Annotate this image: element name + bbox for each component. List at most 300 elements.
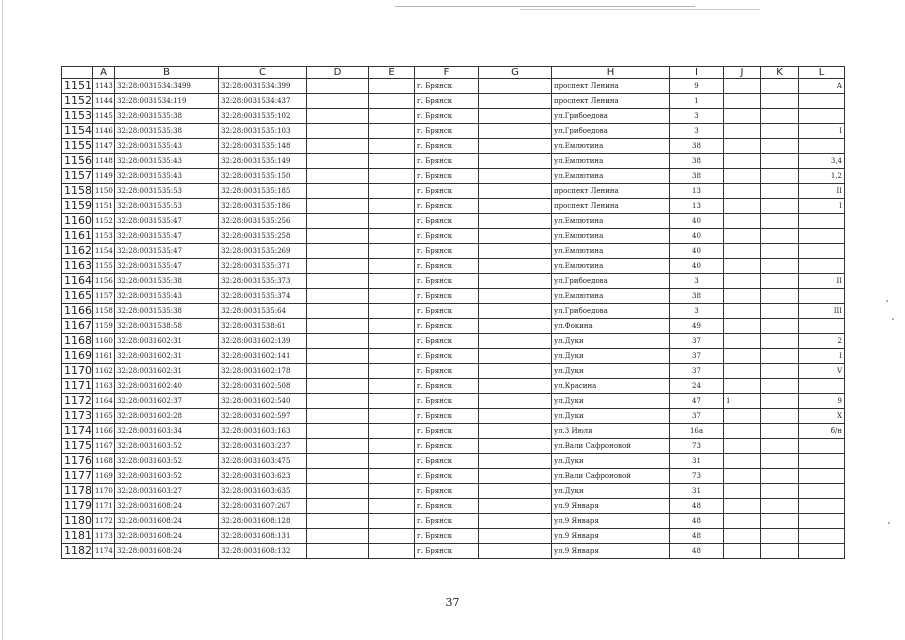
- cell-b: 32:28:0031603:52: [115, 439, 219, 454]
- cell-h: ул.Вали Сафроновой: [552, 439, 670, 454]
- cell-d: [307, 409, 369, 424]
- cell-d: [307, 244, 369, 259]
- row-number: 1155: [62, 139, 93, 154]
- cell-d: [307, 154, 369, 169]
- cell-a: 1144: [93, 94, 115, 109]
- cell-l: V: [799, 364, 845, 379]
- row-number: 1163: [62, 259, 93, 274]
- cell-f: г. Брянск: [415, 184, 479, 199]
- cell-k: [761, 469, 799, 484]
- scan-artifact-line: [395, 6, 695, 7]
- cell-e: [369, 94, 415, 109]
- table-row: [62, 319, 845, 334]
- table-row: [62, 199, 845, 214]
- cell-f: г. Брянск: [415, 484, 479, 499]
- cell-j: [724, 424, 761, 439]
- cell-b: 32:28:0031535:47: [115, 259, 219, 274]
- cell-h: ул.Емлютина: [552, 139, 670, 154]
- cell-i: 73: [670, 439, 724, 454]
- cell-e: [369, 199, 415, 214]
- cell-e: [369, 514, 415, 529]
- cell-l: III: [799, 304, 845, 319]
- cell-h: ул.Дуки: [552, 364, 670, 379]
- cell-d: [307, 379, 369, 394]
- cell-i: 48: [670, 529, 724, 544]
- cell-a: 1156: [93, 274, 115, 289]
- cell-b: 32:28:0031603:34: [115, 424, 219, 439]
- cell-a: 1151: [93, 199, 115, 214]
- cell-f: г. Брянск: [415, 544, 479, 559]
- cell-k: [761, 394, 799, 409]
- row-number: 1172: [62, 394, 93, 409]
- cell-b: 32:28:0031535:43: [115, 289, 219, 304]
- table-row: [62, 229, 845, 244]
- cell-a: 1166: [93, 424, 115, 439]
- table-row: [62, 79, 845, 94]
- cell-h: проспект Ленина: [552, 184, 670, 199]
- column-header: I: [670, 67, 724, 79]
- cell-i: 37: [670, 349, 724, 364]
- cell-c: 32:28:0031535:103: [219, 124, 307, 139]
- cell-f: г. Брянск: [415, 94, 479, 109]
- cell-d: [307, 304, 369, 319]
- table-row: [62, 349, 845, 364]
- cell-c: 32:28:0031535:256: [219, 214, 307, 229]
- cell-l: II: [799, 274, 845, 289]
- cell-l: [799, 319, 845, 334]
- cell-g: [479, 364, 552, 379]
- scan-speck: [888, 522, 890, 524]
- cell-k: [761, 169, 799, 184]
- cell-h: проспект Ленина: [552, 94, 670, 109]
- column-header: E: [369, 67, 415, 79]
- cell-f: г. Брянск: [415, 229, 479, 244]
- cell-d: [307, 424, 369, 439]
- cell-b: 32:28:0031603:52: [115, 454, 219, 469]
- row-number: 1180: [62, 514, 93, 529]
- cell-g: [479, 349, 552, 364]
- cell-k: [761, 439, 799, 454]
- cell-k: [761, 244, 799, 259]
- cell-l: [799, 94, 845, 109]
- cell-d: [307, 394, 369, 409]
- cell-c: 32:28:0031602:139: [219, 334, 307, 349]
- row-number: 1174: [62, 424, 93, 439]
- cell-l: [799, 244, 845, 259]
- row-number: 1169: [62, 349, 93, 364]
- cell-l: [799, 454, 845, 469]
- cell-i: 37: [670, 364, 724, 379]
- cell-g: [479, 289, 552, 304]
- cell-a: 1147: [93, 139, 115, 154]
- column-header: B: [115, 67, 219, 79]
- column-header: K: [761, 67, 799, 79]
- cell-e: [369, 529, 415, 544]
- cell-l: [799, 484, 845, 499]
- table-row: [62, 94, 845, 109]
- cell-l: I: [799, 349, 845, 364]
- cell-a: 1159: [93, 319, 115, 334]
- cell-a: 1149: [93, 169, 115, 184]
- cell-g: [479, 169, 552, 184]
- cell-l: [799, 289, 845, 304]
- cell-h: ул.9 Января: [552, 529, 670, 544]
- cell-g: [479, 214, 552, 229]
- cell-c: 32:28:0031602:508: [219, 379, 307, 394]
- cell-e: [369, 79, 415, 94]
- cell-d: [307, 289, 369, 304]
- row-number: 1160: [62, 214, 93, 229]
- cell-d: [307, 319, 369, 334]
- scan-artifact-line: [520, 9, 760, 10]
- table-row: [62, 154, 845, 169]
- cell-a: 1173: [93, 529, 115, 544]
- cell-c: 32:28:0031603:635: [219, 484, 307, 499]
- cell-c: 32:28:0031535:148: [219, 139, 307, 154]
- cell-a: 1169: [93, 469, 115, 484]
- cell-c: 32:28:0031535:269: [219, 244, 307, 259]
- cell-f: г. Брянск: [415, 154, 479, 169]
- cell-b: 32:28:0031535:43: [115, 139, 219, 154]
- cell-l: [799, 529, 845, 544]
- corner-cell: [62, 67, 93, 79]
- cell-a: 1162: [93, 364, 115, 379]
- cell-c: 32:28:0031535:102: [219, 109, 307, 124]
- cell-d: [307, 259, 369, 274]
- cell-d: [307, 109, 369, 124]
- cell-k: [761, 289, 799, 304]
- cell-h: ул.Грибоедова: [552, 109, 670, 124]
- cell-g: [479, 259, 552, 274]
- cell-j: [724, 229, 761, 244]
- cell-e: [369, 109, 415, 124]
- cell-c: 32:28:0031602:597: [219, 409, 307, 424]
- cell-l: II: [799, 184, 845, 199]
- cell-e: [369, 364, 415, 379]
- cell-e: [369, 124, 415, 139]
- cell-e: [369, 469, 415, 484]
- cell-g: [479, 124, 552, 139]
- column-header: J: [724, 67, 761, 79]
- cell-i: 38: [670, 169, 724, 184]
- cell-l: 2: [799, 334, 845, 349]
- cell-j: [724, 184, 761, 199]
- cell-a: 1174: [93, 544, 115, 559]
- cell-f: г. Брянск: [415, 334, 479, 349]
- cell-g: [479, 334, 552, 349]
- cell-l: [799, 259, 845, 274]
- cell-b: 32:28:0031602:31: [115, 364, 219, 379]
- cell-h: ул.Вали Сафроновой: [552, 469, 670, 484]
- column-header: D: [307, 67, 369, 79]
- row-number: 1173: [62, 409, 93, 424]
- cell-k: [761, 94, 799, 109]
- cell-b: 32:28:0031535:38: [115, 109, 219, 124]
- cell-j: [724, 379, 761, 394]
- cell-f: г. Брянск: [415, 79, 479, 94]
- table-row: [62, 454, 845, 469]
- row-number: 1179: [62, 499, 93, 514]
- cell-d: [307, 544, 369, 559]
- table-row: [62, 379, 845, 394]
- cell-h: ул.Дуки: [552, 394, 670, 409]
- cell-e: [369, 244, 415, 259]
- cell-k: [761, 229, 799, 244]
- cell-h: проспект Ленина: [552, 199, 670, 214]
- cell-j: [724, 499, 761, 514]
- table-row: [62, 139, 845, 154]
- table-row: [62, 169, 845, 184]
- cell-k: [761, 319, 799, 334]
- cell-c: 32:28:0031534:399: [219, 79, 307, 94]
- cell-e: [369, 214, 415, 229]
- cell-l: А: [799, 79, 845, 94]
- cell-l: [799, 544, 845, 559]
- column-header: C: [219, 67, 307, 79]
- row-number: 1178: [62, 484, 93, 499]
- cell-e: [369, 319, 415, 334]
- cell-k: [761, 409, 799, 424]
- cell-g: [479, 229, 552, 244]
- cell-f: г. Брянск: [415, 289, 479, 304]
- cell-b: 32:28:0031602:40: [115, 379, 219, 394]
- cell-a: 1160: [93, 334, 115, 349]
- cell-d: [307, 169, 369, 184]
- cell-c: 32:28:0031535:258: [219, 229, 307, 244]
- cell-f: г. Брянск: [415, 274, 479, 289]
- cell-i: 31: [670, 484, 724, 499]
- cell-g: [479, 499, 552, 514]
- cell-h: ул.Дуки: [552, 334, 670, 349]
- cell-g: [479, 274, 552, 289]
- cell-k: [761, 184, 799, 199]
- cell-b: 32:28:0031535:47: [115, 229, 219, 244]
- cell-e: [369, 394, 415, 409]
- table-row: [62, 439, 845, 454]
- cell-f: г. Брянск: [415, 379, 479, 394]
- cell-l: б/н: [799, 424, 845, 439]
- cell-d: [307, 199, 369, 214]
- cell-h: ул.9 Января: [552, 499, 670, 514]
- row-number: 1181: [62, 529, 93, 544]
- cell-g: [479, 199, 552, 214]
- cell-b: 32:28:0031535:38: [115, 274, 219, 289]
- row-number: 1152: [62, 94, 93, 109]
- cell-g: [479, 184, 552, 199]
- cell-e: [369, 349, 415, 364]
- cell-b: 32:28:0031602:31: [115, 349, 219, 364]
- cell-h: ул.Дуки: [552, 409, 670, 424]
- cell-f: г. Брянск: [415, 409, 479, 424]
- scan-speck: [886, 300, 888, 302]
- cell-e: [369, 139, 415, 154]
- cell-f: г. Брянск: [415, 169, 479, 184]
- cell-i: 9: [670, 79, 724, 94]
- table-row: [62, 214, 845, 229]
- row-number: 1161: [62, 229, 93, 244]
- cell-a: 1163: [93, 379, 115, 394]
- cell-c: 32:28:0031535:374: [219, 289, 307, 304]
- cell-j: [724, 124, 761, 139]
- cell-g: [479, 319, 552, 334]
- cell-f: г. Брянск: [415, 319, 479, 334]
- cell-h: ул.Дуки: [552, 349, 670, 364]
- cell-j: [724, 409, 761, 424]
- cell-j: [724, 259, 761, 274]
- cell-f: г. Брянск: [415, 364, 479, 379]
- cell-h: ул.9 Января: [552, 544, 670, 559]
- cell-g: [479, 244, 552, 259]
- cell-h: ул.Емлютина: [552, 229, 670, 244]
- cell-h: ул.Красина: [552, 379, 670, 394]
- cell-g: [479, 469, 552, 484]
- cell-i: 13: [670, 184, 724, 199]
- cell-k: [761, 499, 799, 514]
- cell-c: 32:28:0031602:178: [219, 364, 307, 379]
- cell-j: [724, 469, 761, 484]
- cell-b: 32:28:0031534:3499: [115, 79, 219, 94]
- cell-c: 32:28:0031608:128: [219, 514, 307, 529]
- cell-h: ул.Грибоедова: [552, 304, 670, 319]
- cell-k: [761, 424, 799, 439]
- cell-d: [307, 514, 369, 529]
- cell-d: [307, 214, 369, 229]
- cell-h: ул.Емлютина: [552, 214, 670, 229]
- cell-l: [799, 109, 845, 124]
- table-row: [62, 394, 845, 409]
- cell-i: 3: [670, 304, 724, 319]
- column-header: L: [799, 67, 845, 79]
- cell-k: [761, 544, 799, 559]
- cell-i: 40: [670, 244, 724, 259]
- row-number: 1157: [62, 169, 93, 184]
- cell-k: [761, 349, 799, 364]
- cell-e: [369, 424, 415, 439]
- table-row: [62, 124, 845, 139]
- cell-i: 38: [670, 289, 724, 304]
- cell-i: 49: [670, 319, 724, 334]
- cell-g: [479, 379, 552, 394]
- cell-d: [307, 349, 369, 364]
- cell-j: [724, 274, 761, 289]
- cell-a: 1158: [93, 304, 115, 319]
- cell-b: 32:28:0031608:24: [115, 499, 219, 514]
- cell-c: 32:28:0031535:373: [219, 274, 307, 289]
- row-number: 1162: [62, 244, 93, 259]
- cell-k: [761, 529, 799, 544]
- cell-a: 1165: [93, 409, 115, 424]
- cell-k: [761, 484, 799, 499]
- cell-g: [479, 139, 552, 154]
- cell-a: 1152: [93, 214, 115, 229]
- table-row: [62, 259, 845, 274]
- cell-j: [724, 334, 761, 349]
- cell-l: [799, 439, 845, 454]
- cell-h: ул.Грибоедова: [552, 124, 670, 139]
- cell-l: I: [799, 124, 845, 139]
- cell-g: [479, 439, 552, 454]
- cell-a: 1168: [93, 454, 115, 469]
- cell-i: 3: [670, 124, 724, 139]
- cell-f: г. Брянск: [415, 109, 479, 124]
- cell-f: г. Брянск: [415, 304, 479, 319]
- cell-c: 32:28:0031602:540: [219, 394, 307, 409]
- column-header: F: [415, 67, 479, 79]
- table-row: [62, 514, 845, 529]
- cell-l: [799, 229, 845, 244]
- cell-f: г. Брянск: [415, 199, 479, 214]
- cell-e: [369, 229, 415, 244]
- spreadsheet-table: [61, 66, 845, 559]
- column-header: G: [479, 67, 552, 79]
- cell-e: [369, 499, 415, 514]
- cell-g: [479, 79, 552, 94]
- cell-k: [761, 274, 799, 289]
- cell-a: 1145: [93, 109, 115, 124]
- cell-b: 32:28:0031603:27: [115, 484, 219, 499]
- cell-i: 48: [670, 499, 724, 514]
- cell-b: 32:28:0031535:38: [115, 304, 219, 319]
- cell-d: [307, 469, 369, 484]
- row-number: 1170: [62, 364, 93, 379]
- cell-d: [307, 184, 369, 199]
- cell-k: [761, 514, 799, 529]
- cell-f: г. Брянск: [415, 454, 479, 469]
- cell-k: [761, 379, 799, 394]
- row-number: 1168: [62, 334, 93, 349]
- cell-a: 1170: [93, 484, 115, 499]
- cell-d: [307, 139, 369, 154]
- cell-k: [761, 199, 799, 214]
- cell-j: [724, 109, 761, 124]
- cell-f: г. Брянск: [415, 439, 479, 454]
- cell-f: г. Брянск: [415, 139, 479, 154]
- cell-k: [761, 139, 799, 154]
- table-row: [62, 529, 845, 544]
- cell-i: 13: [670, 199, 724, 214]
- cell-k: [761, 154, 799, 169]
- table-row: [62, 184, 845, 199]
- cell-e: [369, 334, 415, 349]
- row-number: 1166: [62, 304, 93, 319]
- cell-l: [799, 139, 845, 154]
- row-number: 1159: [62, 199, 93, 214]
- cell-d: [307, 274, 369, 289]
- table-row: [62, 334, 845, 349]
- cell-e: [369, 379, 415, 394]
- cell-g: [479, 409, 552, 424]
- cell-b: 32:28:0031534:119: [115, 94, 219, 109]
- cell-l: 1,2: [799, 169, 845, 184]
- cell-c: 32:28:0031608:131: [219, 529, 307, 544]
- cell-i: 37: [670, 334, 724, 349]
- cell-e: [369, 544, 415, 559]
- row-number: 1158: [62, 184, 93, 199]
- cell-k: [761, 454, 799, 469]
- table-row: [62, 274, 845, 289]
- row-number: 1167: [62, 319, 93, 334]
- cell-h: ул.3 Июля: [552, 424, 670, 439]
- cell-i: 73: [670, 469, 724, 484]
- cell-e: [369, 184, 415, 199]
- cell-k: [761, 214, 799, 229]
- cell-e: [369, 454, 415, 469]
- cell-j: [724, 514, 761, 529]
- cell-c: 32:28:0031603:623: [219, 469, 307, 484]
- cell-b: 32:28:0031535:43: [115, 154, 219, 169]
- row-number: 1151: [62, 79, 93, 94]
- cell-c: 32:28:0031538:61: [219, 319, 307, 334]
